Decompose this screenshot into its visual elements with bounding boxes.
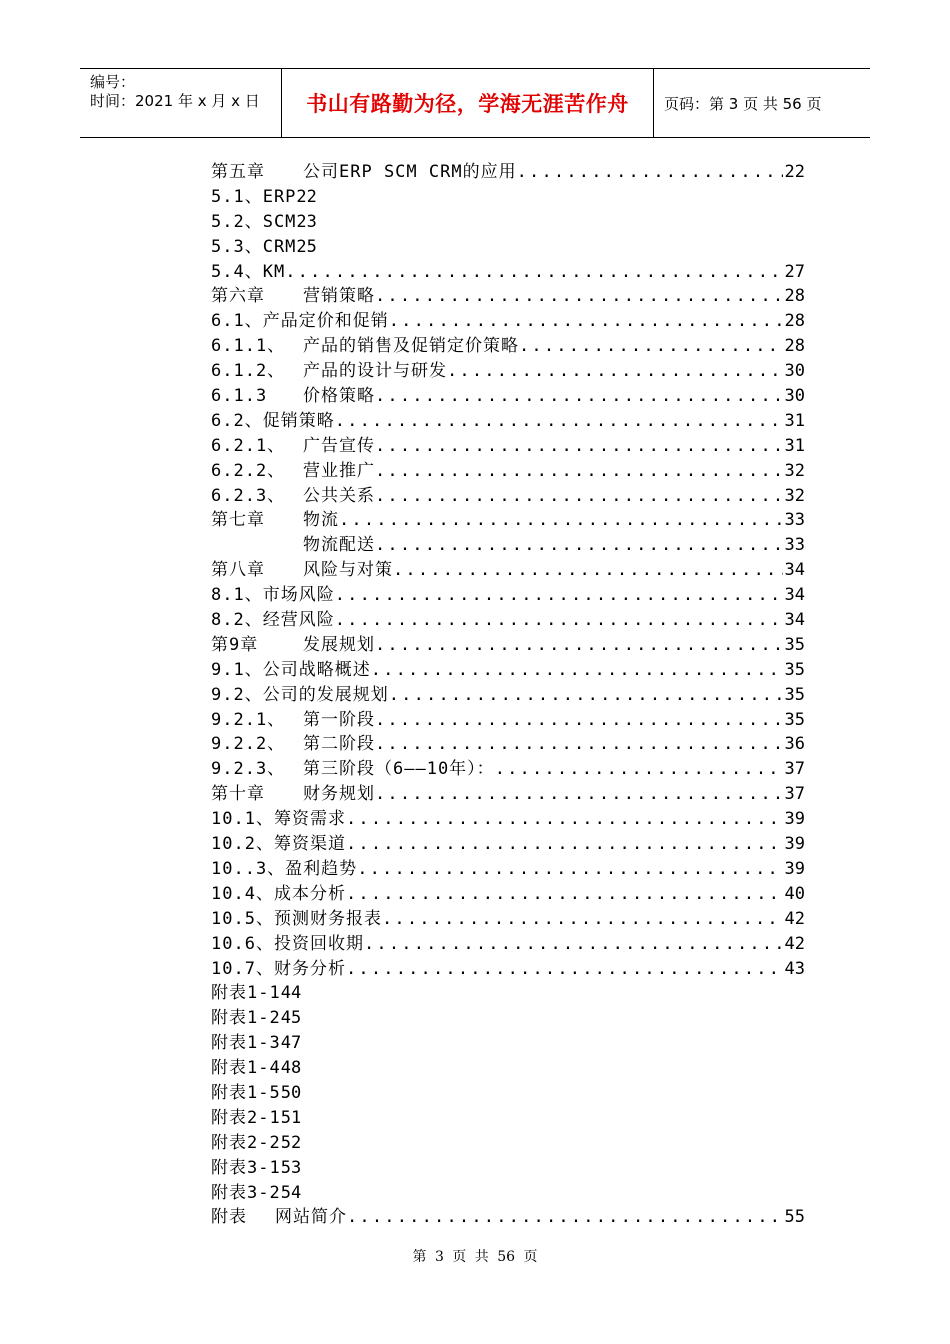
toc-page-number: 27 [784, 261, 805, 282]
toc-entry-number: 第七章 [211, 510, 265, 531]
toc-dot-leader [285, 260, 782, 285]
toc-entry[interactable] [211, 434, 805, 459]
toc-page-number: 33 [784, 535, 805, 556]
toc-entry-title: 9.2、公司的发展规划 [211, 684, 389, 705]
toc-entry[interactable] [211, 508, 805, 533]
toc-entry-number: 第六章 [211, 286, 265, 307]
toc-page-number: 40 [784, 883, 805, 904]
toc-entry-title: 10.4、成本分析 [211, 883, 346, 904]
toc-entry-label [211, 857, 357, 882]
toc-entry-label [211, 832, 346, 857]
toc-entry[interactable] [211, 459, 805, 484]
toc-dot-leader [375, 484, 783, 509]
toc-entry-label [211, 434, 375, 459]
toc-entry-title: 10.6、投资回收期 [211, 933, 364, 954]
toc-entry[interactable] [211, 957, 805, 982]
toc-entry[interactable] [211, 832, 805, 857]
toc-dot-leader [375, 633, 783, 658]
toc-page-number: 34 [784, 610, 805, 631]
toc-page-number: 37 [784, 759, 805, 780]
toc-entry[interactable] [211, 882, 805, 907]
toc-entry[interactable] [211, 484, 805, 509]
toc-entry-number: 6.1.2、 [211, 361, 286, 382]
toc-entry[interactable] [211, 160, 805, 185]
document-date: 时间：2021 年 x 月 x 日 [90, 92, 260, 110]
toc-page-number: 53 [280, 1157, 302, 1178]
toc-entry[interactable] [211, 1006, 805, 1031]
toc-entry-label [211, 160, 517, 185]
document-number-label: 编号： [90, 73, 136, 91]
toc-page-number: 42 [784, 908, 805, 929]
toc-page-number: 22 [784, 162, 805, 182]
toc-page-number: 32 [784, 485, 805, 506]
toc-entry-label [211, 1131, 281, 1156]
toc-entry-number: 6.1.3 [211, 386, 268, 407]
toc-entry-title: 公司ERP SCM CRM的应用 [303, 162, 517, 182]
toc-entry-label [211, 409, 335, 434]
toc-page-number: 23 [296, 211, 317, 232]
toc-page-number: 35 [784, 684, 805, 705]
toc-entry-title: 风险与对策 [303, 560, 393, 581]
toc-entry-label [211, 608, 335, 633]
toc-dot-leader [447, 359, 783, 384]
toc-dot-leader [346, 957, 783, 982]
toc-entry[interactable] [211, 807, 805, 832]
toc-dot-leader [389, 309, 783, 334]
toc-entry[interactable] [211, 583, 805, 608]
toc-entry-label [211, 683, 389, 708]
toc-page-number: 43 [784, 958, 805, 979]
toc-page-number: 35 [784, 634, 805, 655]
toc-dot-leader [346, 832, 783, 857]
toc-entry-label [211, 235, 296, 260]
toc-page-number: 51 [280, 1107, 302, 1128]
toc-entry-label [211, 359, 447, 384]
toc-entry[interactable] [211, 658, 805, 683]
toc-entry-label [211, 807, 346, 832]
toc-page-number: 30 [784, 386, 805, 407]
toc-entry-title: 附表3-1 [211, 1157, 281, 1178]
toc-entry-label [211, 260, 285, 285]
toc-entry-title: 8.1、市场风险 [211, 585, 335, 606]
toc-entry[interactable] [211, 384, 805, 409]
toc-entry[interactable] [211, 683, 805, 708]
toc-dot-leader [393, 558, 783, 583]
toc-entry[interactable] [211, 359, 805, 384]
toc-entry-label [211, 757, 495, 782]
table-of-contents [211, 160, 805, 1230]
toc-entry-label [211, 210, 296, 235]
toc-page-number: 28 [784, 286, 805, 307]
toc-entry-title: 10.1、筹资需求 [211, 809, 346, 830]
toc-entry[interactable] [211, 1106, 805, 1131]
toc-dot-leader [375, 434, 783, 459]
toc-entry-label [211, 459, 375, 484]
toc-entry-title: 物流配送 [303, 535, 375, 556]
toc-entry-title: 营业推广 [303, 460, 375, 481]
header-motto: 书山有路勤为径，学海无涯苦作舟 [282, 69, 654, 137]
toc-entry-title: 附表2-2 [211, 1132, 281, 1153]
toc-page-number: 54 [280, 1182, 302, 1203]
toc-entry-title: 5.4、KM [211, 261, 286, 282]
toc-entry-number: 9.2.1、 [211, 709, 286, 730]
toc-entry-title: 10.5、预测财务报表 [211, 908, 382, 929]
toc-entry[interactable] [211, 334, 805, 359]
toc-entry-title: 财务规划 [303, 784, 375, 805]
toc-dot-leader [339, 508, 783, 533]
toc-entry-label [211, 708, 375, 733]
toc-entry-title: 附表1-3 [211, 1033, 281, 1054]
toc-entry[interactable] [211, 1181, 805, 1206]
toc-entry-label [211, 1181, 281, 1206]
toc-entry[interactable] [211, 782, 805, 807]
toc-entry-title: 附表1-5 [211, 1082, 281, 1103]
toc-entry-label [211, 658, 371, 683]
toc-entry-title: 发展规划 [303, 634, 375, 655]
toc-dot-leader [357, 857, 782, 882]
toc-entry[interactable] [211, 1031, 805, 1056]
toc-entry-title: 5.2、SCM [211, 211, 297, 232]
toc-entry[interactable] [211, 907, 805, 932]
page-header [80, 68, 870, 138]
toc-entry[interactable] [211, 1205, 805, 1230]
toc-entry-label [211, 185, 296, 210]
toc-dot-leader [375, 708, 783, 733]
toc-entry[interactable] [211, 558, 805, 583]
toc-entry-number: 6.1.1、 [211, 336, 286, 357]
toc-page-number: 28 [784, 336, 805, 357]
toc-entry-title: 9.1、公司战略概述 [211, 659, 371, 680]
toc-page-number: 22 [296, 186, 317, 207]
toc-entry-title: 5.1、ERP [211, 186, 297, 207]
toc-entry-label [211, 309, 389, 334]
toc-page-number: 39 [784, 858, 805, 879]
toc-entry-label [211, 1156, 281, 1181]
toc-entry[interactable] [211, 260, 805, 285]
toc-dot-leader [335, 409, 783, 434]
toc-entry[interactable] [211, 708, 805, 733]
toc-dot-leader [382, 907, 783, 932]
toc-entry-label [211, 334, 519, 359]
toc-entry-title: 5.3、CRM [211, 236, 297, 257]
toc-entry-label [211, 957, 346, 982]
toc-dot-leader [371, 658, 783, 683]
toc-entry-title: 产品的销售及促销定价策略 [303, 336, 519, 357]
toc-entry-title: 6.1、产品定价和促销 [211, 311, 389, 332]
toc-dot-leader [364, 932, 783, 957]
toc-entry-title: 8.2、经营风险 [211, 610, 335, 631]
toc-page-number: 55 [784, 1207, 805, 1228]
toc-entry-title: 公共关系 [303, 485, 375, 506]
toc-page-number: 30 [784, 361, 805, 382]
toc-entry[interactable] [211, 409, 805, 434]
toc-page-number: 52 [280, 1132, 302, 1153]
toc-page-number: 45 [280, 1008, 302, 1029]
toc-entry-number: 9.2.3、 [211, 759, 286, 780]
toc-entry[interactable] [211, 284, 805, 309]
toc-entry-title: 营销策略 [303, 286, 375, 307]
toc-entry-label [211, 981, 281, 1006]
toc-entry[interactable] [211, 608, 805, 633]
toc-entry-label [211, 558, 393, 583]
toc-entry-title: 6.2、促销策略 [211, 410, 335, 431]
toc-dot-leader [346, 807, 783, 832]
toc-page-number: 48 [280, 1058, 302, 1079]
toc-entry[interactable] [211, 235, 805, 260]
toc-entry[interactable] [211, 210, 805, 235]
toc-entry-number: 6.2.3、 [211, 485, 286, 506]
toc-entry[interactable] [211, 533, 805, 558]
toc-entry-number: 第八章 [211, 560, 265, 581]
toc-page-number: 36 [784, 734, 805, 755]
toc-page-number: 50 [280, 1082, 302, 1103]
toc-entry-label [211, 932, 364, 957]
toc-page-number: 47 [280, 1033, 302, 1054]
toc-entry-title: 广告宣传 [303, 435, 375, 456]
toc-dot-leader [347, 1205, 783, 1230]
toc-page-number: 31 [784, 410, 805, 431]
toc-entry-title: 第一阶段 [303, 709, 375, 730]
toc-dot-leader [375, 533, 783, 558]
toc-entry[interactable] [211, 185, 805, 210]
toc-entry-number: 6.2.1、 [211, 435, 286, 456]
toc-dot-leader [495, 757, 783, 782]
toc-entry-number: 9.2.2、 [211, 734, 286, 755]
toc-dot-leader [335, 608, 783, 633]
toc-entry-title: 10..3、盈利趋势 [211, 858, 358, 879]
toc-page-number: 35 [784, 659, 805, 680]
toc-entry[interactable] [211, 757, 805, 782]
toc-entry-number: 第9章 [211, 634, 259, 655]
toc-dot-leader [375, 284, 783, 309]
toc-entry-label [211, 633, 375, 658]
toc-entry-label [211, 782, 375, 807]
toc-entry-title: 10.7、财务分析 [211, 958, 346, 979]
toc-entry-label [211, 882, 346, 907]
toc-dot-leader [335, 583, 783, 608]
toc-page-number: 44 [280, 983, 302, 1004]
toc-entry-label [211, 284, 375, 309]
toc-entry[interactable] [211, 633, 805, 658]
toc-entry-label [211, 384, 375, 409]
toc-entry-title: 附表1-4 [211, 1058, 281, 1079]
toc-entry-label [211, 484, 375, 509]
toc-entry-label [211, 1006, 281, 1031]
toc-entry[interactable] [211, 1056, 805, 1081]
toc-page-number: 34 [784, 585, 805, 606]
toc-entry[interactable] [211, 857, 805, 882]
toc-entry-title: 第二阶段 [303, 734, 375, 755]
toc-entry-label [211, 508, 339, 533]
toc-dot-leader [375, 732, 783, 757]
toc-dot-leader [519, 334, 783, 359]
toc-entry[interactable] [211, 1131, 805, 1156]
toc-entry-title: 附表3-2 [211, 1182, 281, 1203]
toc-entry-number: 6.2.2、 [211, 460, 286, 481]
toc-page-number: 32 [784, 460, 805, 481]
toc-entry-title: 第三阶段（6——10年）： [303, 759, 495, 780]
toc-entry-title: 10.2、筹资渠道 [211, 834, 346, 855]
toc-entry-title: 附表1-2 [211, 1008, 281, 1029]
toc-entry-label [211, 907, 382, 932]
toc-page-number: 35 [784, 709, 805, 730]
toc-page-number: 33 [784, 510, 805, 531]
toc-page-number: 34 [784, 560, 805, 581]
toc-entry-label [211, 533, 375, 558]
header-meta [80, 69, 282, 137]
toc-entry[interactable] [211, 732, 805, 757]
toc-entry-label [211, 583, 335, 608]
toc-entry-label [211, 1031, 281, 1056]
toc-entry[interactable] [211, 1081, 805, 1106]
toc-entry-number: 附表 [211, 1207, 247, 1228]
toc-entry-number: 第十章 [211, 784, 265, 805]
toc-entry-title: 物流 [303, 510, 339, 531]
toc-entry-label [211, 1081, 281, 1106]
toc-entry-label [211, 732, 375, 757]
toc-dot-leader [375, 782, 783, 807]
header-page-info: 页码：第 3 页 共 56 页 [664, 94, 822, 113]
toc-entry-title: 网站简介 [275, 1207, 347, 1228]
toc-entry-number: 第五章 [211, 162, 265, 182]
toc-page-number: 37 [784, 784, 805, 805]
toc-dot-leader [389, 683, 783, 708]
toc-entry-title: 产品的设计与研发 [303, 361, 447, 382]
toc-entry-title: 价格策略 [303, 386, 375, 407]
toc-dot-leader [517, 160, 783, 185]
toc-entry[interactable] [211, 981, 805, 1006]
toc-page-number: 42 [784, 933, 805, 954]
toc-entry[interactable] [211, 309, 805, 334]
toc-page-number: 31 [784, 435, 805, 456]
toc-entry[interactable] [211, 932, 805, 957]
toc-entry-title: 附表1-1 [211, 983, 281, 1004]
toc-entry-label [211, 1056, 281, 1081]
toc-page-number: 25 [296, 236, 317, 257]
toc-entry-label [211, 1205, 347, 1230]
toc-entry[interactable] [211, 1156, 805, 1181]
toc-page-number: 39 [784, 834, 805, 855]
toc-entry-label [211, 1106, 281, 1131]
toc-page-number: 28 [784, 311, 805, 332]
page-footer: 第 3 页 共 56 页 [412, 1249, 538, 1265]
toc-entry-title: 附表2-1 [211, 1107, 281, 1128]
toc-page-number: 39 [784, 809, 805, 830]
toc-dot-leader [375, 384, 783, 409]
toc-dot-leader [375, 459, 783, 484]
toc-dot-leader [346, 882, 783, 907]
